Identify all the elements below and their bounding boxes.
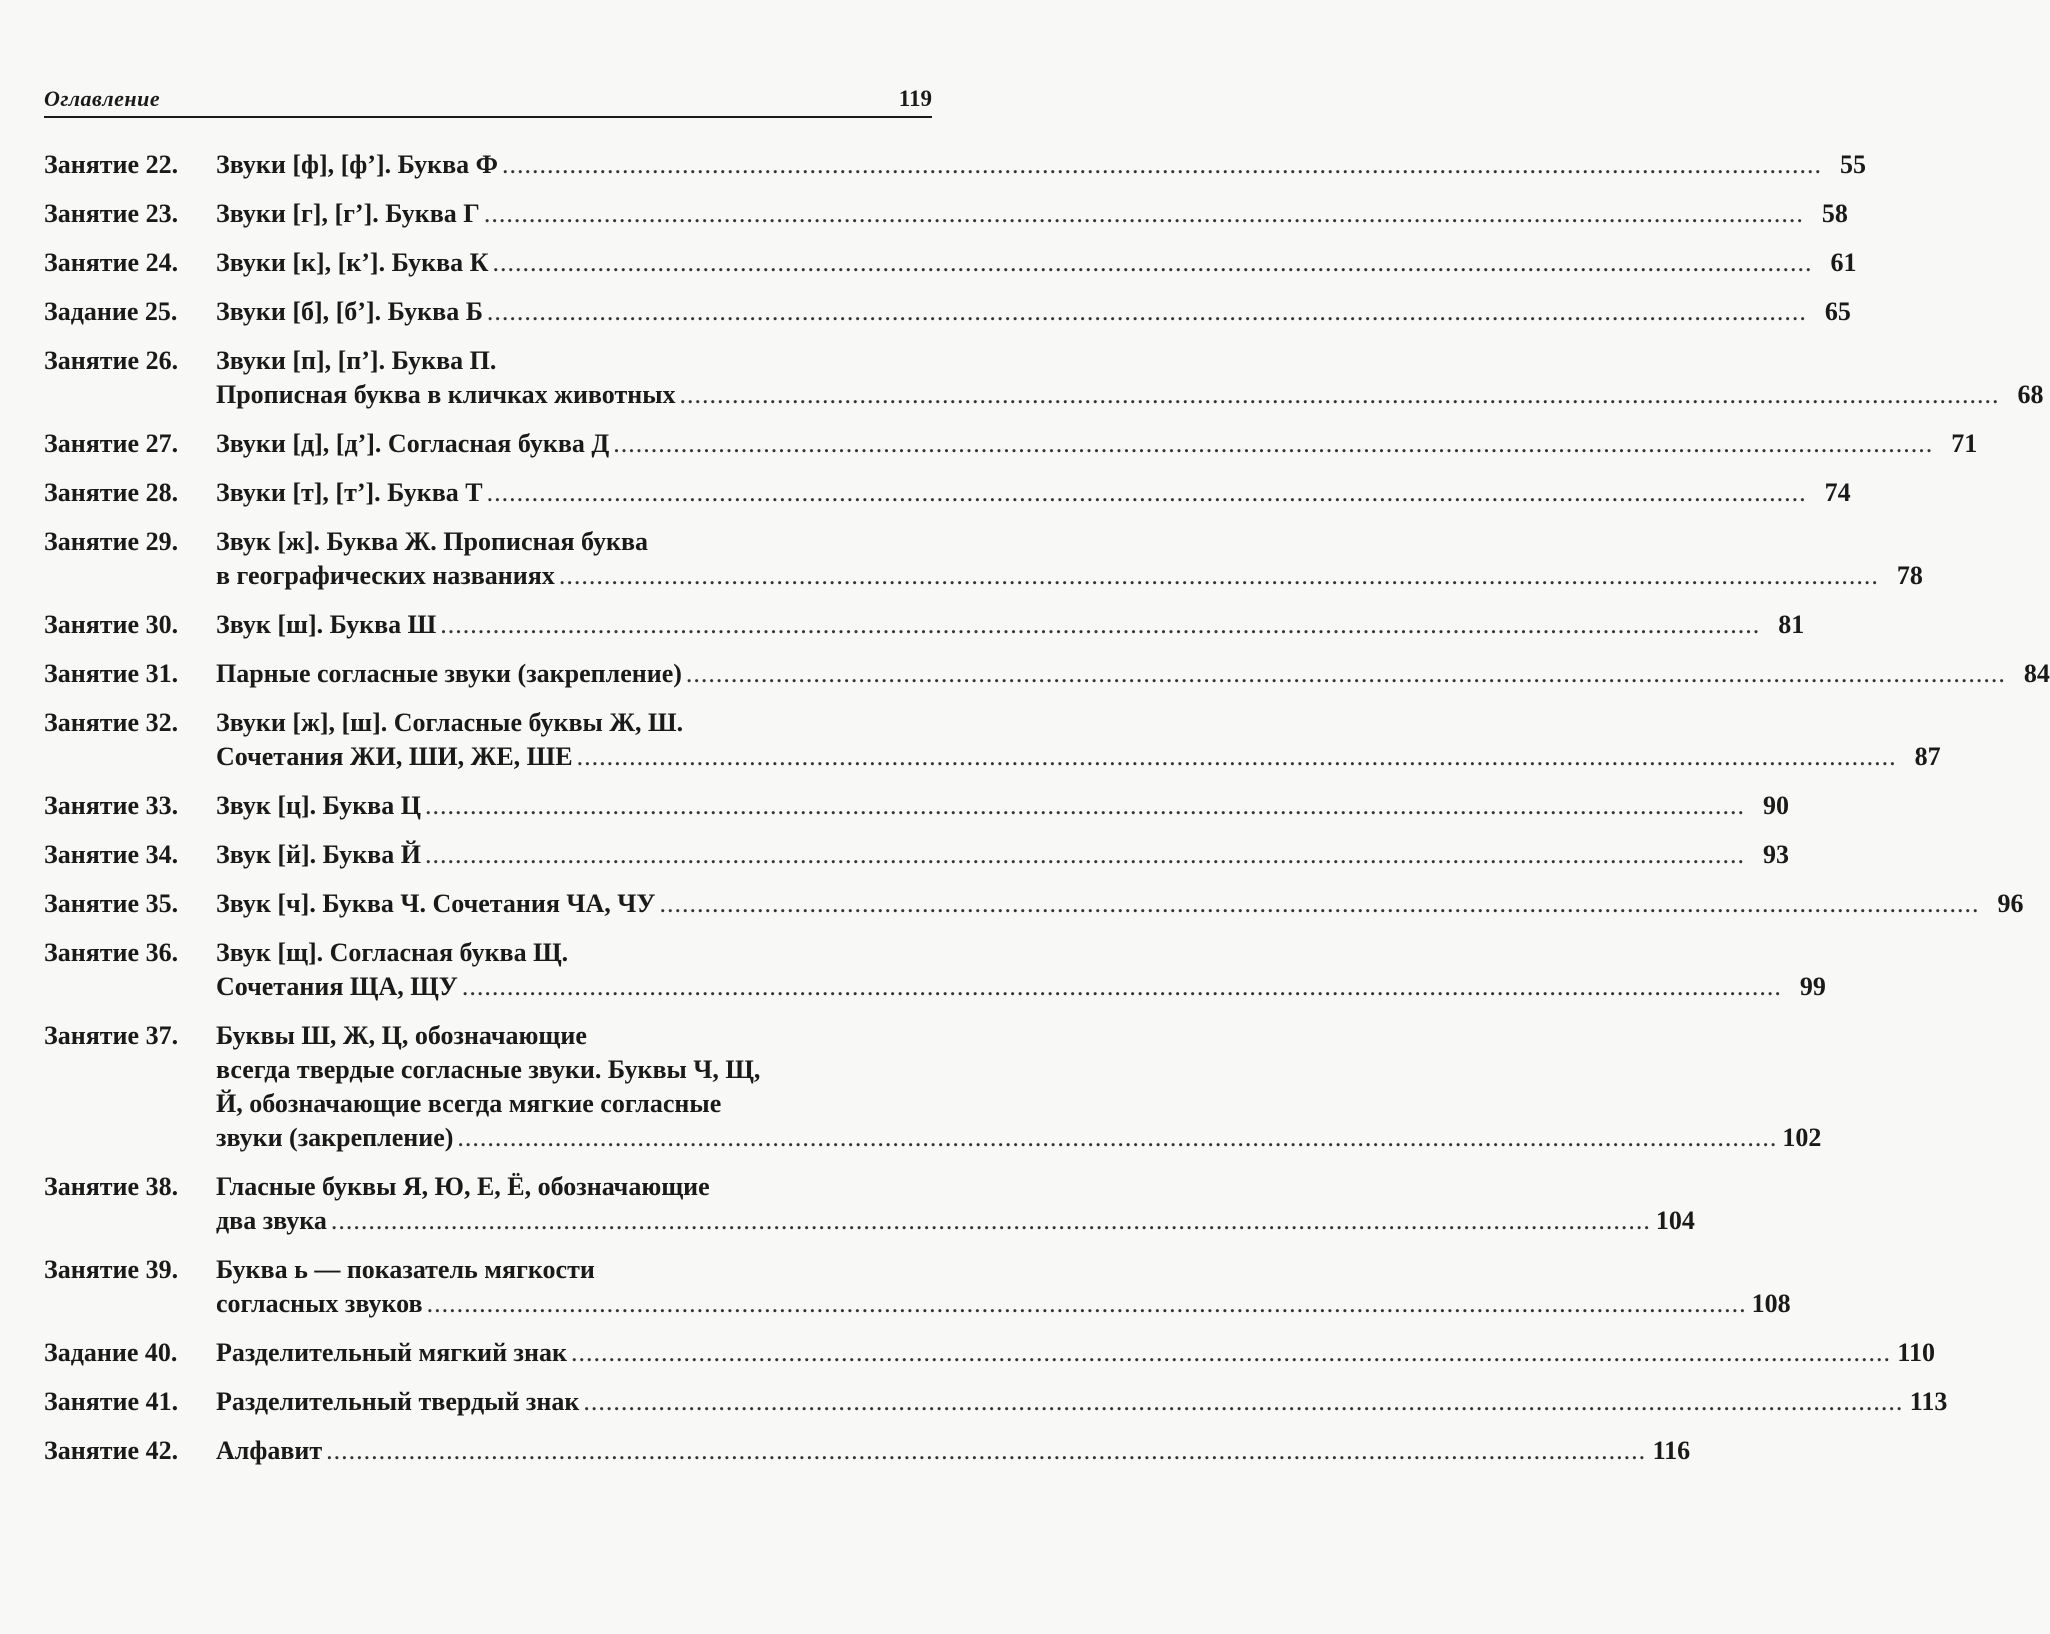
toc-entry-body	[216, 706, 1941, 774]
toc-entry-line	[216, 378, 2044, 412]
dot-leader	[427, 1287, 1747, 1321]
toc-entry-line	[216, 1087, 1821, 1121]
toc-entry-body	[216, 936, 1826, 1004]
dot-leader	[613, 427, 1933, 461]
toc-entry-line	[216, 608, 1804, 642]
toc-entry-page: 104	[1655, 1206, 1695, 1235]
toc-entry-line	[216, 559, 1923, 593]
toc-entry-title: Буквы Ш, Ж, Ц, обозначающие	[216, 1021, 587, 1050]
toc-entry-line	[216, 1170, 1695, 1204]
toc-entry-title: два звука	[216, 1206, 327, 1235]
dot-leader	[502, 148, 1822, 182]
toc-entry-page: 99	[1799, 972, 1826, 1001]
toc-entry-label: Занятие 34.	[44, 840, 179, 869]
toc-entry	[44, 1385, 1948, 1419]
toc-entry	[44, 148, 1867, 182]
toc-entry-body	[216, 476, 1851, 510]
toc-entry-line	[216, 657, 2050, 691]
toc-entry-body	[216, 246, 1857, 280]
toc-entry	[44, 706, 1941, 774]
toc-entry	[44, 525, 1923, 593]
toc-entry-label: Занятие 31.	[44, 659, 179, 688]
dot-leader	[440, 608, 1760, 642]
toc-entry-page: 108	[1751, 1289, 1791, 1318]
toc-entry-line	[216, 525, 1923, 559]
toc-entry-body	[216, 887, 2023, 921]
toc-entry-line	[216, 344, 2044, 378]
toc-entry	[44, 344, 2044, 412]
toc-entry-label: Занятие 28.	[44, 478, 179, 507]
toc-entry-line	[216, 1336, 1935, 1370]
toc-entry-page: 65	[1824, 297, 1851, 326]
toc-entry-page: 78	[1896, 561, 1923, 590]
toc-entry-label: Занятие 33.	[44, 791, 179, 820]
toc-entry-title: Буква ь — показатель мягкости	[216, 1255, 595, 1284]
toc-entry-title: Сочетания ЖИ, ШИ, ЖЕ, ШЕ	[216, 742, 573, 771]
toc-entry-label: Занятие 35.	[44, 889, 179, 918]
toc-entry-body	[216, 295, 1851, 329]
toc-entry	[44, 1019, 1822, 1155]
dot-leader	[487, 476, 1807, 510]
toc-entry-page: 93	[1762, 840, 1789, 869]
toc-entry-title: Звуки [ж], [ш]. Согласные буквы Ж, Ш.	[216, 708, 684, 737]
section-title: Оглавление	[44, 86, 161, 111]
toc-entry-line	[216, 1253, 1791, 1287]
dot-leader	[484, 197, 1804, 231]
toc-entry-body	[216, 1336, 1935, 1370]
running-head	[44, 86, 932, 118]
toc-entry-label: Занятие 32.	[44, 708, 179, 737]
toc-entry-line	[216, 1121, 1821, 1155]
toc-entry-body	[216, 525, 1923, 593]
dot-leader	[577, 740, 1897, 774]
table-of-contents	[44, 148, 2050, 1468]
toc-entry-title: всегда твердые согласные звуки. Буквы Ч, Щ,	[216, 1055, 761, 1084]
toc-entry-body	[216, 1385, 1947, 1419]
toc-entry	[44, 295, 1851, 329]
toc-entry	[44, 246, 1857, 280]
toc-entry-title: Звуки [г], [г’]. Буква Г	[216, 199, 480, 228]
toc-entry	[44, 1434, 1691, 1468]
toc-entry-label: Занятие 29.	[44, 527, 179, 556]
toc-entry-label: Занятие 36.	[44, 938, 179, 967]
toc-entry-label: Занятие 26.	[44, 346, 179, 375]
toc-entry	[44, 608, 1805, 642]
toc-entry-page: 102	[1782, 1123, 1822, 1152]
toc-entry-title: Звуки [д], [д’]. Согласная буква Д	[216, 429, 610, 458]
toc-entry-body	[216, 1434, 1690, 1468]
toc-entry-page: 84	[2023, 659, 2050, 688]
toc-entry-title: Гласные буквы Я, Ю, Е, Ё, обозначающие	[216, 1172, 710, 1201]
toc-entry-line	[216, 706, 1941, 740]
dot-leader	[559, 559, 1879, 593]
toc-entry-body	[216, 1170, 1695, 1238]
toc-entry-title: Разделительный твердый знак	[216, 1387, 580, 1416]
toc-entry-label: Занятие 38.	[44, 1172, 179, 1201]
toc-entry-title: Прописная буква в кличках животных	[216, 380, 676, 409]
dot-leader	[425, 789, 1745, 823]
toc-entry	[44, 936, 1826, 1004]
toc-entry-title: Й, обозначающие всегда мягкие согласные	[216, 1089, 722, 1118]
toc-entry	[44, 657, 2050, 691]
toc-entry-title: Разделительный мягкий знак	[216, 1338, 567, 1367]
dot-leader	[331, 1204, 1651, 1238]
toc-entry-label: Занятие 42.	[44, 1436, 179, 1465]
toc-entry-line	[216, 246, 1857, 280]
toc-entry-body	[216, 608, 1804, 642]
toc-entry-title: Звук [ц]. Буква Ц	[216, 791, 421, 820]
toc-entry-page: 55	[1840, 150, 1867, 179]
toc-entry-line	[216, 1053, 1821, 1087]
toc-entry-page: 116	[1652, 1436, 1691, 1465]
toc-entry-body	[216, 1253, 1791, 1321]
toc-entry-title: Звуки [к], [к’]. Буква К	[216, 248, 489, 277]
toc-entry-body	[216, 197, 1848, 231]
toc-entry-title: звуки (закрепление)	[216, 1123, 454, 1152]
toc-entry-line	[216, 970, 1826, 1004]
toc-entry-label: Задание 25.	[44, 297, 178, 326]
toc-entry-title: Парные согласные звуки (закрепление)	[216, 659, 682, 688]
toc-entry-line	[216, 1204, 1695, 1238]
toc-entry-label: Занятие 30.	[44, 610, 179, 639]
toc-entry-line	[216, 1019, 1821, 1053]
toc-entry-page: 113	[1909, 1387, 1948, 1416]
toc-entry-page: 96	[1997, 889, 2024, 918]
toc-entry-label: Задание 40.	[44, 1338, 178, 1367]
dot-leader	[686, 657, 2006, 691]
toc-entry-page: 68	[2017, 380, 2044, 409]
toc-entry-title: Звук [ш]. Буква Ш	[216, 610, 437, 639]
toc-entry-line	[216, 1287, 1791, 1321]
toc-entry-label: Занятие 41.	[44, 1387, 179, 1416]
toc-entry-body	[216, 344, 2044, 412]
toc-entry-body	[216, 148, 1866, 182]
toc-entry-label: Занятие 24.	[44, 248, 179, 277]
toc-entry-page: 74	[1824, 478, 1851, 507]
toc-entry-title: Звук [щ]. Согласная буква Щ.	[216, 938, 569, 967]
dot-leader	[425, 838, 1745, 872]
toc-entry-page: 58	[1821, 199, 1848, 228]
toc-entry-body	[216, 838, 1789, 872]
toc-entry-title: Звук [й]. Буква Й	[216, 840, 421, 869]
toc-entry-line	[216, 427, 1977, 461]
toc-entry-line	[216, 148, 1866, 182]
toc-entry-line	[216, 1434, 1690, 1468]
toc-entry-line	[216, 936, 1826, 970]
toc-entry	[44, 789, 1789, 823]
toc-entry-line	[216, 740, 1941, 774]
toc-entry-body	[216, 1019, 1821, 1155]
toc-entry-label: Занятие 37.	[44, 1021, 179, 1050]
dot-leader	[462, 970, 1782, 1004]
toc-entry-title: Сочетания ЩА, ЩУ	[216, 972, 458, 1001]
page-number: 119	[898, 86, 932, 111]
toc-entry-label: Занятие 27.	[44, 429, 179, 458]
toc-entry	[44, 427, 1978, 461]
toc-entry-page: 110	[1897, 1338, 1935, 1367]
toc-entry	[44, 1336, 1935, 1370]
toc-entry-line	[216, 1385, 1947, 1419]
toc-entry-title: согласных звуков	[216, 1289, 423, 1318]
toc-entry-body	[216, 789, 1789, 823]
toc-entry-line	[216, 295, 1851, 329]
toc-entry-body	[216, 427, 1977, 461]
toc-entry-label: Занятие 22.	[44, 150, 179, 179]
dot-leader	[680, 378, 2000, 412]
toc-entry-title: Алфавит	[216, 1436, 323, 1465]
toc-entry-line	[216, 838, 1789, 872]
toc-entry-page: 90	[1762, 791, 1789, 820]
dot-leader	[493, 246, 1813, 280]
toc-entry	[44, 476, 1851, 510]
toc-entry-line	[216, 887, 2023, 921]
toc-entry-title: в географических названиях	[216, 561, 555, 590]
toc-entry	[44, 838, 1789, 872]
toc-entry-line	[216, 789, 1789, 823]
toc-entry-page: 71	[1951, 429, 1978, 458]
toc-entry-title: Звук [ж]. Буква Ж. Прописная буква	[216, 527, 649, 556]
toc-entry-body	[216, 657, 2050, 691]
toc-entry-line	[216, 476, 1851, 510]
toc-entry	[44, 197, 1848, 231]
toc-entry-page: 61	[1830, 248, 1857, 277]
toc-entry	[44, 1253, 1791, 1321]
toc-entry-title: Звуки [п], [п’]. Буква П.	[216, 346, 497, 375]
dot-leader	[659, 887, 1979, 921]
toc-entry-title: Звук [ч]. Буква Ч. Сочетания ЧА, ЧУ	[216, 889, 656, 918]
dot-leader	[487, 295, 1807, 329]
toc-entry-line	[216, 197, 1848, 231]
toc-entry-label: Занятие 23.	[44, 199, 179, 228]
dot-leader	[583, 1385, 1903, 1419]
toc-entry-title: Звуки [т], [т’]. Буква Т	[216, 478, 483, 507]
toc-entry	[44, 1170, 1695, 1238]
toc-entry-page: 81	[1778, 610, 1805, 639]
toc-entry	[44, 887, 2024, 921]
toc-entry-page: 87	[1914, 742, 1941, 771]
dot-leader	[326, 1434, 1646, 1468]
toc-entry-title: Звуки [б], [б’]. Буква Б	[216, 297, 483, 326]
toc-entry-label: Занятие 39.	[44, 1255, 179, 1284]
dot-leader	[571, 1336, 1891, 1370]
dot-leader	[457, 1121, 1777, 1155]
toc-entry-title: Звуки [ф], [ф’]. Буква Ф	[216, 150, 499, 179]
